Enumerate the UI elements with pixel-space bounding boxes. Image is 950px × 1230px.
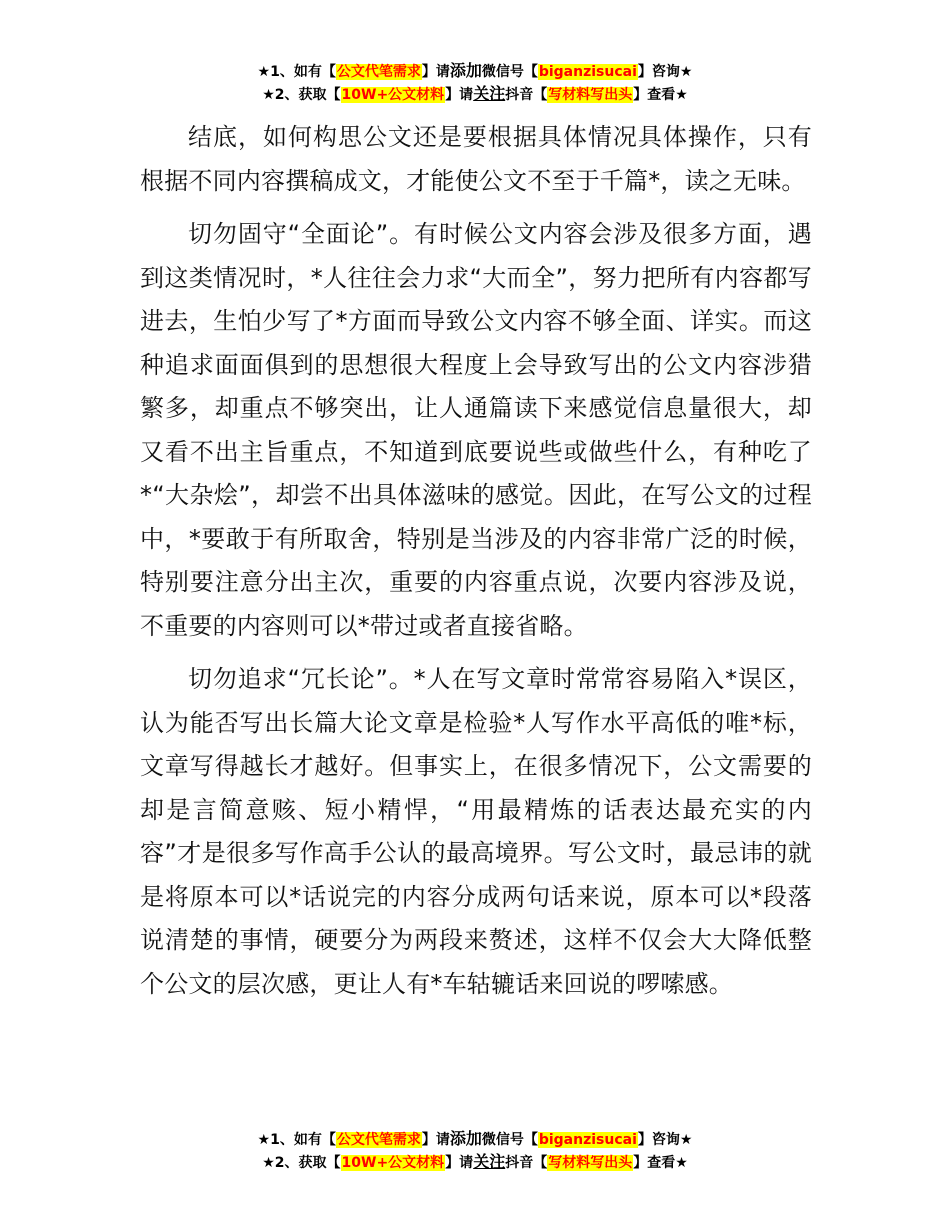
banner-text: 】查看★ bbox=[633, 87, 688, 103]
banner-text: ★1、如有【 bbox=[257, 1132, 336, 1148]
banner-text-follow: 关注 bbox=[473, 1152, 506, 1171]
paragraph: 切勿追求“冗长论”。*人在写文章时常常容易陷入*误区，认为能否写出长篇大论文章是检验*人写作水平高低的唯*标，文章写得越长才越好。但事实上，在很多情况下，公文需要的却是言简意赅、短小精悍，“用最精炼的话表达最充实的内容”才是很多写作高手公认的最高境界。写公文时，最忌讳的就是将原本可以*话说完的内容分成两句话来说，原本可以*段落说清楚的事情，硬要分为两段来赘述，这样不仅会大大降低整个公文的层次感，更让人有*车轱辘话来回说的啰嗦感。 bbox=[140, 665, 812, 998]
highlight-wechat-id: biganzisucai bbox=[538, 1132, 637, 1148]
highlight-materials: 10W+公文材料 bbox=[341, 1155, 445, 1171]
document-body bbox=[140, 116, 812, 1016]
banner-text: ★2、获取【 bbox=[262, 1155, 341, 1171]
banner-text-follow: 关注 bbox=[473, 84, 506, 103]
banner-text: 微信号【 bbox=[481, 1132, 538, 1148]
header-banner bbox=[0, 60, 950, 106]
banner-text: 抖音【 bbox=[505, 87, 548, 103]
footer-banner-line-2 bbox=[0, 1151, 950, 1174]
banner-line-1 bbox=[0, 60, 950, 83]
highlight-service: 公文代笔需求 bbox=[336, 64, 421, 80]
paragraph: 结底，如何构思公文还是要根据具体情况具体操作，只有根据不同内容撰稿成文，才能使公文不至于千篇*，读之无味。 bbox=[140, 123, 812, 195]
highlight-service: 公文代笔需求 bbox=[336, 1132, 421, 1148]
banner-text: 】咨询★ bbox=[637, 1132, 693, 1148]
highlight-douyin-account: 写材料写出头 bbox=[548, 87, 633, 103]
highlight-materials: 10W+公文材料 bbox=[341, 87, 445, 103]
banner-text: 】咨询★ bbox=[637, 64, 693, 80]
banner-text: 】请 bbox=[445, 1155, 474, 1171]
highlight-douyin-account: 写材料写出头 bbox=[548, 1155, 633, 1171]
banner-text-add: 添加 bbox=[449, 1129, 482, 1148]
paragraph: 切勿固守“全面论”。有时候公文内容会涉及很多方面，遇到这类情况时，*人往往会力求“大而全”，努力把所有内容都写进去，生怕少写了*方面而导致公文内容不够全面、详实。而这种追求面面俱到的思想很大程度上会导致写出的公文内容涉猎繁多，却重点不够突出，让人通篇读下来感觉信息量很大，却又看不出主旨重点，不知道到底要说些或做些什么，有种吃了*“大杂烩”，却尝不出具体滋味的感觉。因此，在写公文的过程中，*要敢于有所取舍，特别是当涉及的内容非常广泛的时候，特别要注意分出主次，重要的内容重点说，次要内容涉及说，不重要的内容则可以*带过或者直接省略。 bbox=[140, 220, 812, 640]
footer-banner bbox=[0, 1128, 950, 1174]
banner-text: 】请 bbox=[421, 64, 450, 80]
banner-text: 】查看★ bbox=[633, 1155, 688, 1171]
footer-banner-line-1 bbox=[0, 1128, 950, 1151]
banner-text: ★1、如有【 bbox=[257, 64, 336, 80]
banner-text: 微信号【 bbox=[481, 64, 538, 80]
banner-text-add: 添加 bbox=[449, 61, 482, 80]
banner-text: 】请 bbox=[421, 1132, 450, 1148]
banner-text: 抖音【 bbox=[505, 1155, 548, 1171]
banner-line-2 bbox=[0, 83, 950, 106]
banner-text: ★2、获取【 bbox=[262, 87, 341, 103]
banner-text: 】请 bbox=[445, 87, 474, 103]
highlight-wechat-id: biganzisucai bbox=[538, 64, 637, 80]
